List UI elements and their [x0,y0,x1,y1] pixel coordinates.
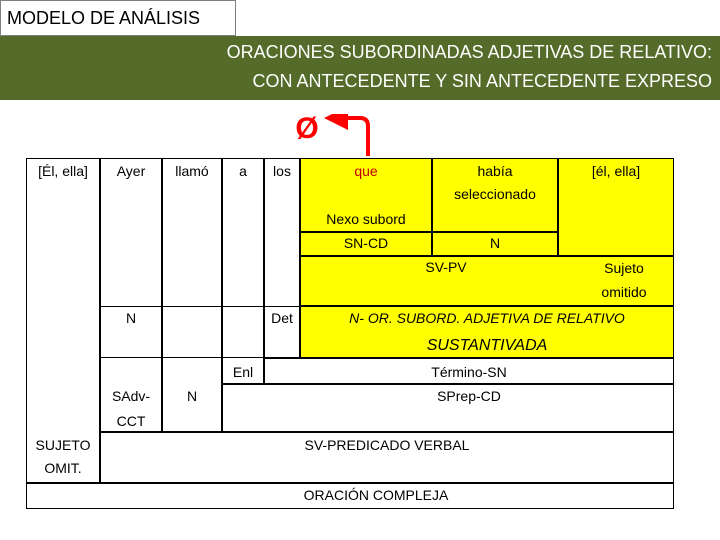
label-n-verb: N [489,235,501,251]
label-sadv: SAdv- [111,388,151,404]
model-tab-title: MODELO DE ANÁLISIS [0,0,236,36]
word-los: los [273,163,291,179]
label-sv-pv: SV-PV [425,259,467,275]
word-a: a [239,163,247,179]
label-omit: OMIT. [44,460,82,476]
label-nexo-subord: Nexo subord [326,211,406,227]
label-cct: CCT [116,413,146,429]
label-sv-predicado-verbal: SV-PREDICADO VERBAL [304,437,470,453]
label-n-head: N [125,310,137,326]
label-or-subord-adjetiva: N- OR. SUBORD. ADJETIVA DE RELATIVO [349,310,625,326]
word-el-ella: [Él, ella] [38,163,88,179]
label-enl: Enl [232,364,254,380]
title-banner [0,36,720,100]
label-sn-cd: SN-CD [343,235,389,251]
label-sustantivada: SUSTANTIVADA [426,337,548,354]
word-seleccionado: seleccionado [454,186,536,202]
banner-title-line-1: ORACIONES SUBORDINADAS ADJETIVAS DE RELATIVO: [226,42,712,62]
word-ayer: Ayer [116,163,146,179]
label-sprep-cd: SPrep-CD [437,388,501,404]
label-det: Det [271,310,293,326]
label-sujeto-omit: SUJETO [35,437,91,453]
label-oracion-compleja: ORACIÓN COMPLEJA [303,487,449,503]
label-n-main: N [186,388,198,404]
word-llamo: llamó [175,163,209,179]
null-antecedent-symbol: Ø [295,112,319,145]
word-habia: había [477,163,513,179]
label-termino-sn: Término-SN [431,364,507,380]
antecedent-arrow-icon [324,114,384,160]
word-el-ella-omitted: [él, ella] [591,163,641,179]
banner-title-line-2: CON ANTECEDENTE Y SIN ANTECEDENTE EXPRESO [252,71,712,91]
label-omitido: omitido [601,284,647,300]
label-sujeto: Sujeto [604,260,644,276]
word-que: que [354,163,378,179]
